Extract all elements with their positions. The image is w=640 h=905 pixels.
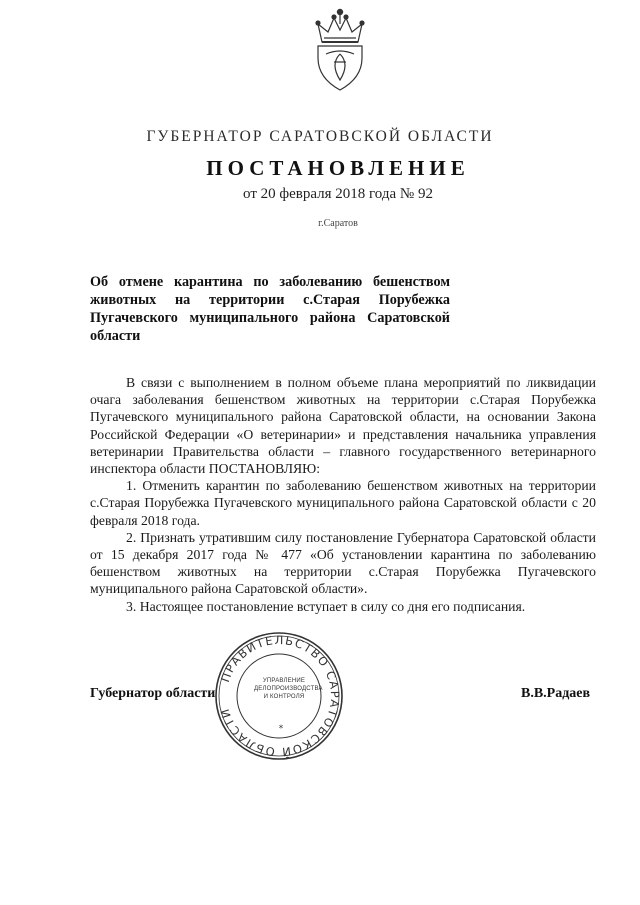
signatory-name: В.В.Радаев	[521, 686, 591, 701]
stamp-inner-text	[254, 677, 323, 701]
issuing-authority: ГУБЕРНАТОР САРАТОВСКОЙ ОБЛАСТИ	[146, 128, 494, 145]
preamble-paragraph: В связи с выполнением в полном объеме плана мероприятий по ликвидации очага заболевания бешенством животных на территории с.Старая Порубежка Пугачевского муниципального района Саратовской области, на основании Закона Российской Федерации «О ветеринарии» и представления начальника управления ветеринарии Правительства области – главного государственного ветеринарного инспектора области ПОСТАНОВЛЯЮ:	[90, 375, 596, 477]
stamp-ring-text: ПРАВИТЕЛЬСТВО САРАТОВСКОЙ ОБЛАСТИ	[217, 632, 343, 760]
stamp-inner-line: ДЕЛОПРОИЗВОДСТВА	[254, 686, 323, 692]
document-subject	[90, 273, 450, 345]
decree-item-2: 2. Признать утратившим силу постановление Губернатора Саратовской области от 15 декабря 2017 года № 477 «Об установлении карантина по заболеванию бешенством животных на территории с.Старая Порубежка Пугачевского муниципального района Саратовской области».	[90, 529, 596, 597]
city-label: г.Саратов	[318, 218, 358, 229]
decree-item-3: 3. Настоящее постановление вступает в силу со дня его подписания.	[126, 598, 526, 614]
stamp-inner-line: УПРАВЛЕНИЕ	[262, 678, 306, 684]
stamp-star-icon: *	[278, 724, 284, 734]
subject-line: животных на территории с.Старая Порубежка	[90, 292, 450, 308]
document-type-title: ПОСТАНОВЛЕНИЕ	[206, 156, 470, 180]
stamp-inner-line: И КОНТРОЛЯ	[263, 694, 305, 700]
document-body	[90, 374, 596, 615]
signatory-position: Губернатор области	[90, 686, 216, 701]
subject-line: Об отмене карантина по заболеванию бешенством	[90, 274, 450, 290]
date-and-number: от 20 февраля 2018 года № 92	[243, 186, 433, 202]
subject-line: области	[90, 328, 141, 344]
decree-item-1: 1. Отменить карантин по заболеванию бешенством животных на территории с.Старая Порубежка Пугачевского муниципального района Саратовской области с 20 февраля 2018 года.	[90, 478, 596, 528]
crown-emblem-icon	[300, 2, 380, 98]
subject-line: Пугачевского муниципального района Саратовской	[90, 310, 450, 326]
